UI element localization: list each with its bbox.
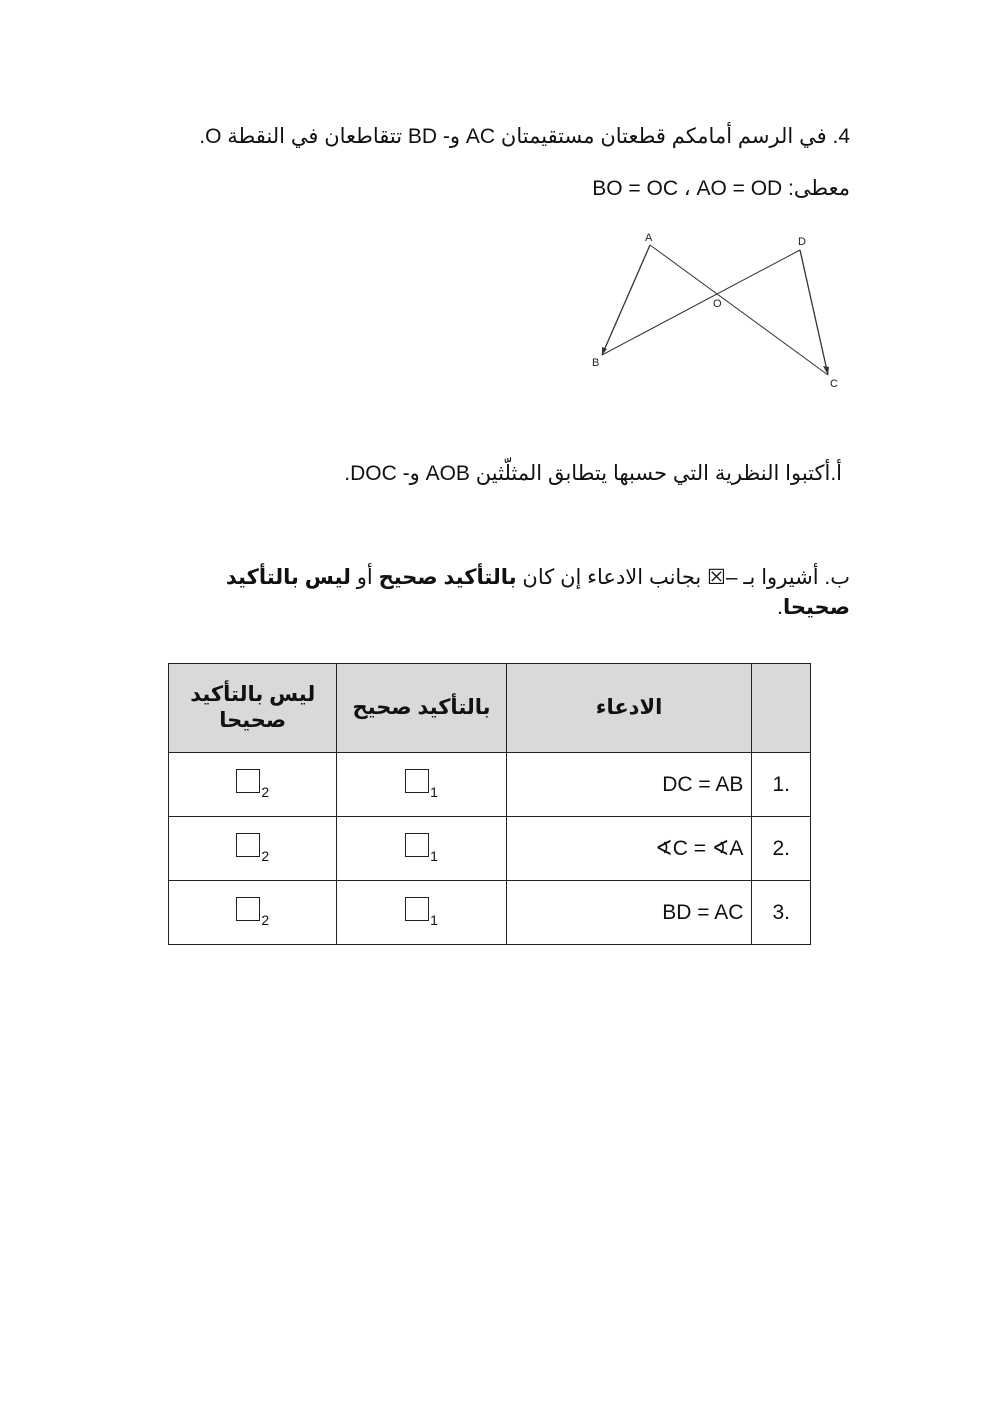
segment-ab <box>602 245 650 355</box>
segment-ac <box>650 245 828 375</box>
table-row <box>169 881 811 945</box>
checkbox-false-index: 2 <box>261 912 270 928</box>
label-a: A <box>645 232 653 244</box>
part-b-text <box>210 563 850 623</box>
geometry-figure <box>585 225 845 395</box>
table-row <box>169 817 811 881</box>
question-title: 4. في الرسم أمامكم قطعتان مستقيمتان AC و- BD تتقاطعان في النقطة O. <box>199 125 850 148</box>
checkbox-false[interactable] <box>236 897 260 921</box>
segment-bd <box>602 250 800 355</box>
row-claim: ∢C = ∢A <box>506 817 752 881</box>
table-header-row <box>169 664 811 753</box>
header-claim: الادعاء <box>506 664 752 753</box>
part-a-text: أ.أكتبوا النظرية التي حسبها يتطابق المثلّثين AOB و- DOC. <box>344 462 842 485</box>
question-given: معطى: BO = OC ، AO = OD <box>592 177 850 200</box>
checkbox-false[interactable] <box>236 833 260 857</box>
label-b: B <box>592 357 600 369</box>
part-b-start: ب. أشيروا بـ –☒ بجانب الادعاء إن كان <box>516 566 850 589</box>
part-b-or: أو <box>350 566 379 589</box>
header-true: بالتأكيد صحيح <box>337 664 506 753</box>
checkbox-true[interactable] <box>405 897 429 921</box>
segment-dc <box>800 250 828 375</box>
part-b-bold-false: ليس بالتأكيد صحيحا <box>225 566 850 619</box>
checkbox-true-index: 1 <box>430 912 438 928</box>
row-number: 3. <box>752 881 811 945</box>
claims-table <box>168 663 811 945</box>
checkbox-true-index: 1 <box>430 848 438 864</box>
label-d: D <box>798 236 806 248</box>
checkbox-false[interactable] <box>236 769 260 793</box>
checkbox-true-index: 1 <box>430 784 438 800</box>
checkbox-true[interactable] <box>405 769 429 793</box>
label-o: O <box>713 298 722 310</box>
checkbox-true[interactable] <box>405 833 429 857</box>
header-false: ليس بالتأكيد صحيحا <box>169 664 337 753</box>
part-b-bold-true: بالتأكيد صحيح <box>378 566 517 589</box>
row-number: 2. <box>752 817 811 881</box>
row-claim: DC = AB <box>506 753 752 817</box>
part-b-end: . <box>777 596 783 619</box>
row-number: 1. <box>752 753 811 817</box>
row-claim: BD = AC <box>506 881 752 945</box>
checkbox-false-index: 2 <box>261 784 270 800</box>
table-row <box>169 753 811 817</box>
label-c: C <box>830 378 838 390</box>
header-number <box>752 664 811 753</box>
checkbox-false-index: 2 <box>261 848 270 864</box>
